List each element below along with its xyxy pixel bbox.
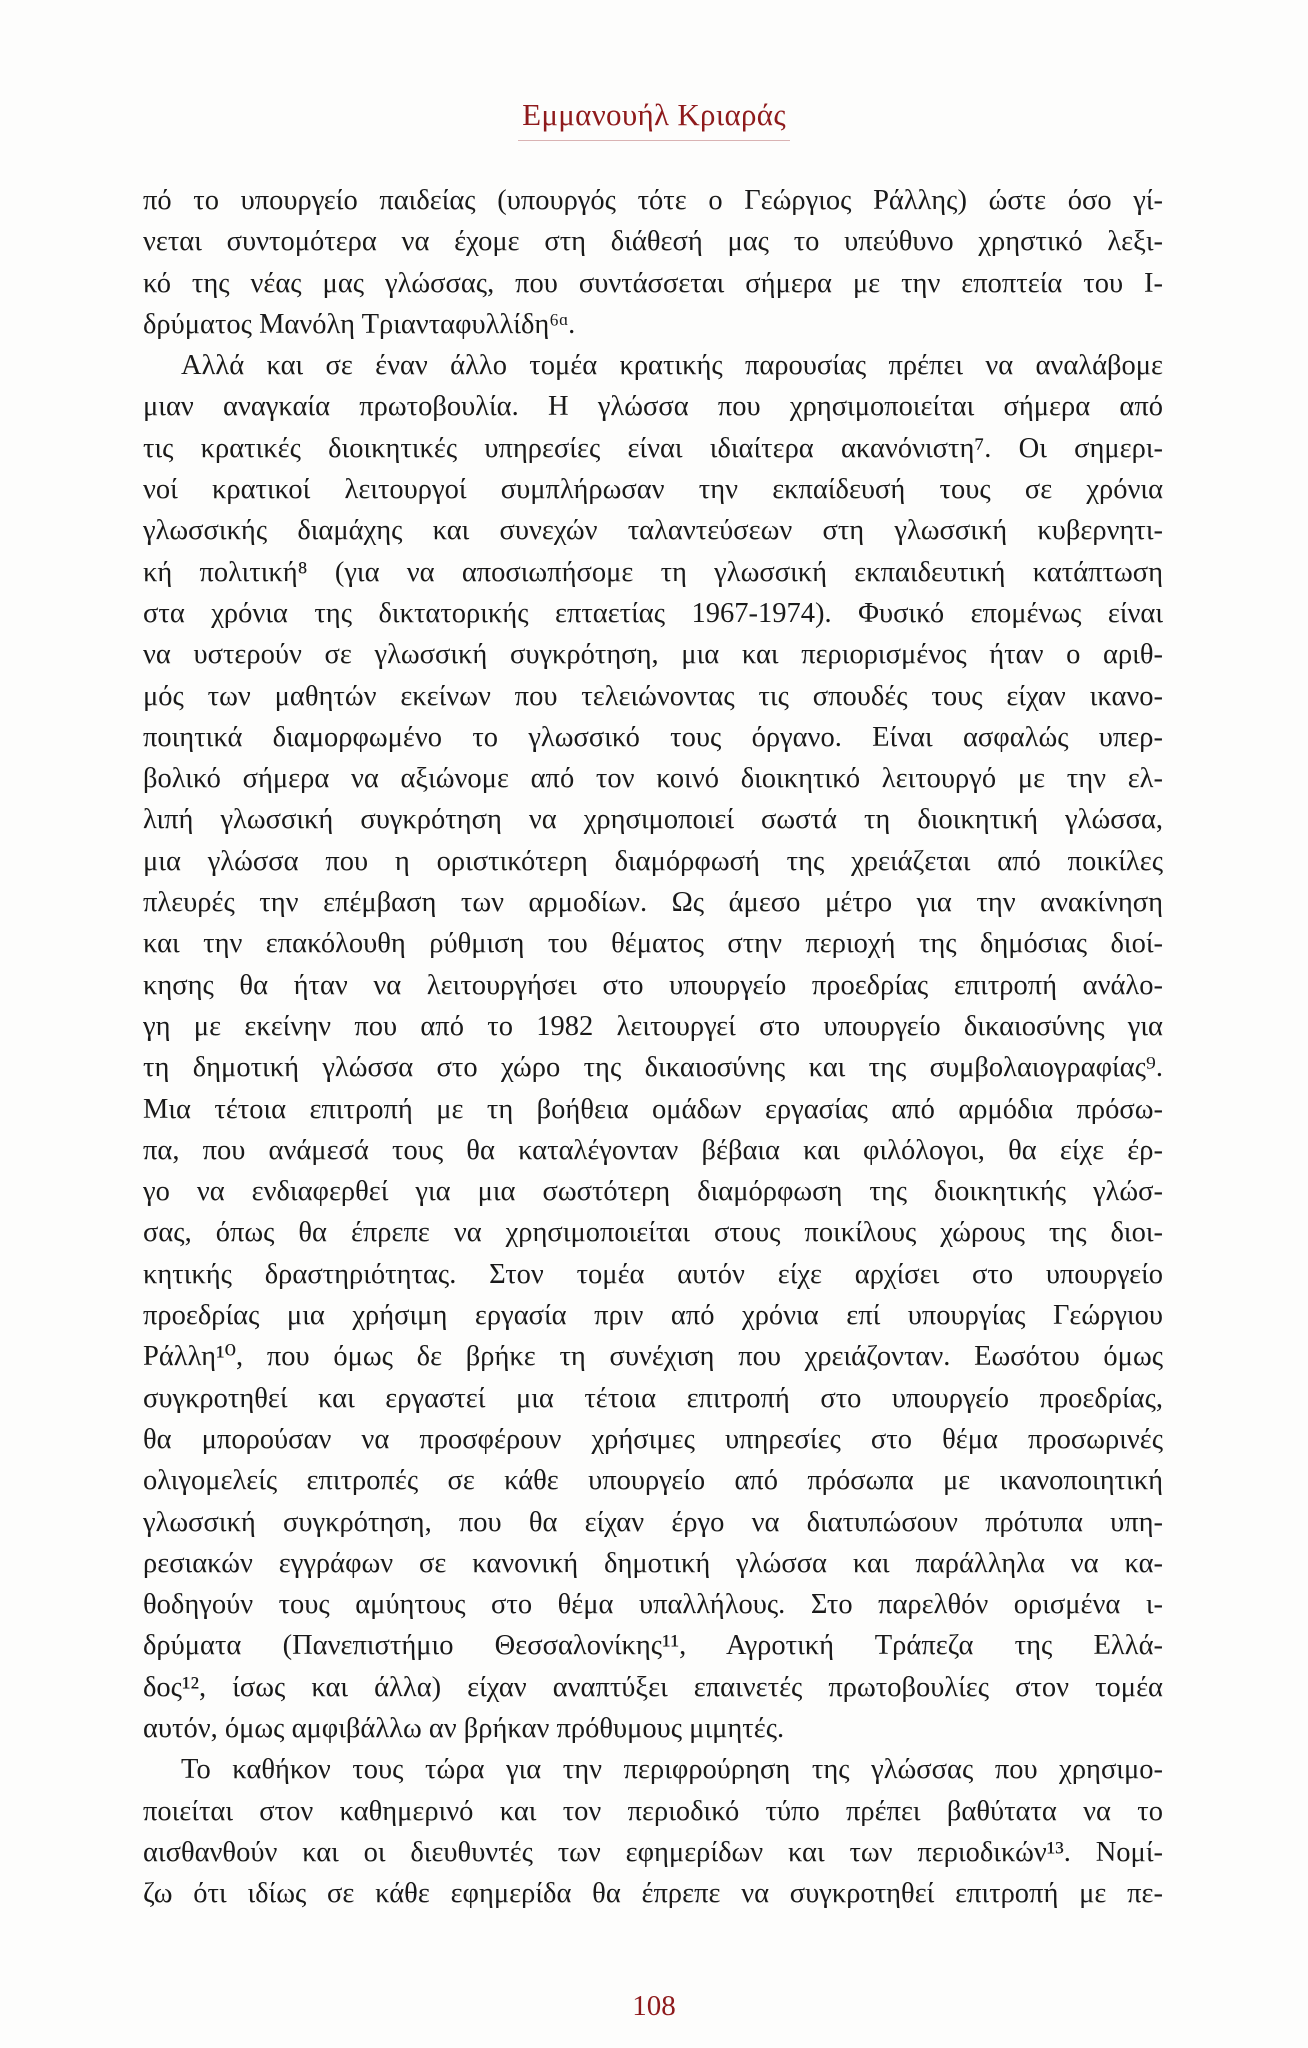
text-line: μιαν αναγκαία πρωτοβουλία. Η γλώσσα που χρησιμοποιείται σήμερα από: [143, 391, 1163, 423]
text-line: ολιγομελείς επιτροπές σε κάθε υπουργείο από πρόσωπα με ικανοποιητική: [143, 1465, 1163, 1497]
text-line: γη με εκείνην που από το 1982 λειτουργεί στο υπουργείο δικαιοσύνης για: [143, 1010, 1163, 1042]
running-header: Εμμανουήλ Κριαράς: [522, 97, 786, 132]
text-line: δρύματος Μανόλη Τριανταφυλλίδη⁶ᵅ.: [143, 308, 576, 340]
text-line: Αλλά και σε έναν άλλο τομέα κρατικής παρουσίας πρέπει να αναλάβομε: [181, 350, 1163, 382]
text-line: λιπή γλωσσική συγκρότηση να χρησιμοποιεί σωστά τη διοικητική γλώσσα,: [143, 804, 1163, 836]
text-line: Το καθήκον τους τώρα για την περιφρούρηση της γλώσσας που χρησιμο-: [181, 1754, 1163, 1786]
text-line: τη δημοτική γλώσσα στο χώρο της δικαιοσύνης και της συμβολαιογραφίας⁹.: [143, 1052, 1163, 1084]
text-line: βολικό σήμερα να αξιώνομε από τον κοινό διοικητικό λειτουργό με την ελ-: [143, 763, 1163, 795]
text-line: να υστερούν σε γλωσσική συγκρότηση, μια και περιορισμένος ήταν ο αριθ-: [143, 639, 1163, 671]
text-line: κό της νέας μας γλώσσας, που συντάσσεται σήμερα με την εποπτεία του Ι-: [143, 267, 1163, 299]
text-line: προεδρίας μια χρήσιμη εργασία πριν από χρόνια επί υπουργίας Γεώργιου: [143, 1300, 1163, 1332]
text-line: και την επακόλουθη ρύθμιση του θέματος στην περιοχή της δημόσιας διοί-: [143, 928, 1163, 960]
text-line: Μια τέτοια επιτροπή με τη βοήθεια ομάδων εργασίας από αρμόδια πρόσω-: [143, 1093, 1163, 1125]
text-line: πα, που ανάμεσά τους θα καταλέγονταν βέβαια και φιλόλογοι, θα είχε έρ-: [143, 1134, 1163, 1166]
text-line: δος¹², ίσως και άλλα) είχαν αναπτύξει επαινετές πρωτοβουλίες στον τομέα: [143, 1671, 1163, 1703]
text-line: νεται συντομότερα να έχομε στη διάθεσή μας το υπεύθυνο χρηστικό λεξι-: [143, 226, 1163, 258]
text-line: δρύματα (Πανεπιστήμιο Θεσσαλονίκης¹¹, Αγροτική Τράπεζα της Ελλά-: [143, 1630, 1163, 1662]
text-line: πλευρές την επέμβαση των αρμοδίων. Ως άμεσο μέτρο για την ανακίνηση: [143, 887, 1163, 919]
text-line: θα μπορούσαν να προσφέρουν χρήσιμες υπηρεσίες στο θέμα προσωρινές: [143, 1423, 1163, 1455]
text-line: σας, όπως θα έπρεπε να χρησιμοποιείται στους ποικίλους χώρους της διοι-: [143, 1217, 1163, 1249]
text-line: πό το υπουργείο παιδείας (υπουργός τότε ο Γεώργιος Ράλλης) ώστε όσο γί-: [143, 185, 1163, 216]
text-line: νοί κρατικοί λειτουργοί συμπλήρωσαν την εκπαίδευσή τους σε χρόνια: [143, 474, 1163, 506]
page-number: 108: [632, 1990, 676, 2022]
text-line: γο να ενδιαφερθεί για μια σωστότερη διαμόρφωση της διοικητικής γλώσ-: [143, 1176, 1163, 1208]
text-line: ποιείται στον καθημερινό και τον περιοδικό τύπο πρέπει βαθύτατα να το: [143, 1795, 1163, 1827]
header-underline: [518, 140, 790, 141]
text-line: ρεσιακών εγγράφων σε κανονική δημοτική γλώσσα και παράλληλα να κα-: [143, 1547, 1163, 1579]
text-line: τις κρατικές διοικητικές υπηρεσίες είναι ιδιαίτερα ακανόνιστη⁷. Οι σημερι-: [143, 432, 1163, 464]
text-line: κησης θα ήταν να λειτουργήσει στο υπουργείο προεδρίας επιτροπή ανάλο-: [143, 969, 1163, 1001]
text-line: ζω ότι ιδίως σε κάθε εφημερίδα θα έπρεπε να συγκροτηθεί επιτροπή με πε-: [143, 1878, 1163, 1910]
text-line: αυτόν, όμως αμφιβάλλω αν βρήκαν πρόθυμους μιμητές.: [143, 1712, 785, 1744]
text-line: γλωσσικής διαμάχης και συνεχών ταλαντεύσεων στη γλωσσική κυβερνητι-: [143, 515, 1163, 547]
body-text: [143, 180, 1163, 1914]
text-line: Ράλλη¹⁰, που όμως δε βρήκε τη συνέχιση που χρειάζονταν. Εωσότου όμως: [143, 1341, 1163, 1373]
text-line: μια γλώσσα που η οριστικότερη διαμόρφωσή της χρειάζεται από ποικίλες: [143, 845, 1163, 877]
text-line: ποιητικά διαμορφωμένο το γλωσσικό τους όργανο. Είναι ασφαλώς υπερ-: [143, 721, 1163, 753]
text-line: κητικής δραστηριότητας. Στον τομέα αυτόν είχε αρχίσει στο υπουργείο: [143, 1258, 1163, 1290]
text-line: στα χρόνια της δικτατορικής επταετίας 1967-1974). Φυσικό επομένως είναι: [143, 597, 1163, 629]
text-line: μός των μαθητών εκείνων που τελειώνοντας τις σπουδές τους είχαν ικανο-: [143, 680, 1163, 712]
text-line: αισθανθούν και οι διευθυντές των εφημερίδων και των περιοδικών¹³. Νομί-: [143, 1836, 1163, 1868]
text-line: θοδηγούν τους αμύητους στο θέμα υπαλλήλους. Στο παρελθόν ορισμένα ι-: [143, 1589, 1163, 1621]
text-line: κή πολιτική⁸ (για να αποσιωπήσομε τη γλωσσική εκπαιδευτική κατάπτωση: [143, 556, 1163, 588]
text-line: γλωσσική συγκρότηση, που θα είχαν έργο να διατυπώσουν πρότυπα υπη-: [143, 1506, 1163, 1538]
text-line: συγκροτηθεί και εργαστεί μια τέτοια επιτροπή στο υπουργείο προεδρίας,: [143, 1382, 1163, 1414]
